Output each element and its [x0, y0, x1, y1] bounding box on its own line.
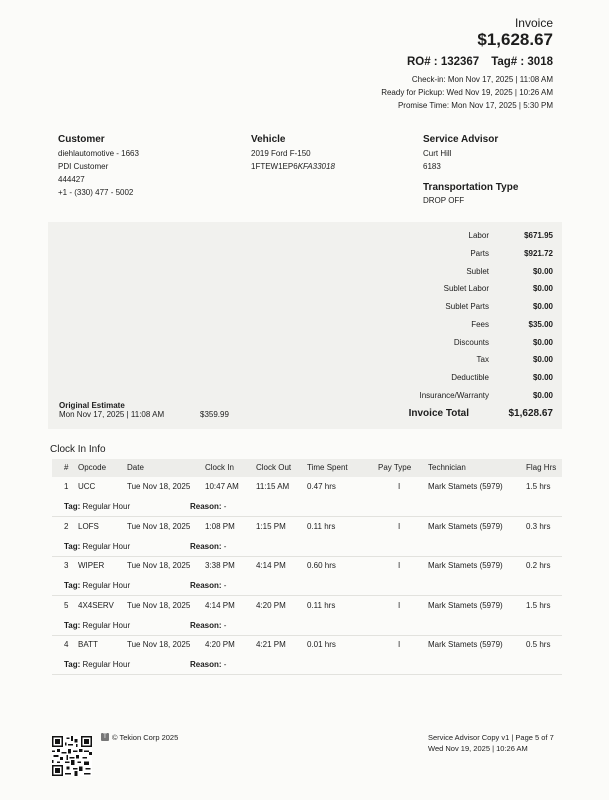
table-row	[52, 482, 562, 518]
row-clock-out: 4:14 PM	[256, 561, 286, 570]
row-tag-label: Tag:	[64, 620, 81, 630]
row-opcode: UCC	[78, 482, 96, 491]
transport-value: DROP OFF	[423, 196, 465, 205]
tag-number: Tag# : 3018	[491, 56, 553, 68]
row-date: Tue Nov 18, 2025	[127, 561, 191, 570]
totals-value: $0.00	[532, 284, 553, 294]
table-row	[52, 640, 562, 676]
row-tag-label: Tag:	[64, 541, 81, 551]
row-time-spent: 0.60 hrs	[307, 561, 336, 570]
totals-value: $0.00	[532, 302, 553, 312]
row-tag-value: Regular Hour	[82, 620, 131, 630]
row-date: Tue Nov 18, 2025	[127, 600, 191, 610]
row-tag-value: Regular Hour	[82, 541, 131, 551]
row-reason	[190, 502, 226, 511]
row-tag	[64, 542, 130, 551]
advisor-name: Curt Hill	[423, 149, 452, 158]
totals-value: $0.00	[532, 372, 553, 382]
row-num: 1	[64, 482, 69, 491]
row-date: Tue Nov 18, 2025	[127, 640, 191, 649]
customer-type: PDI Customer	[58, 162, 109, 171]
row-num: 5	[64, 600, 69, 610]
totals-label: Sublet	[466, 266, 489, 276]
row-tag	[64, 581, 130, 590]
promise-time: Promise Time: Mon Nov 17, 2025 | 5:30 PM	[397, 101, 553, 110]
row-num: 2	[64, 521, 69, 531]
col-opcode: Opcode	[78, 463, 107, 472]
row-tag	[64, 660, 130, 669]
clock-table-header	[52, 459, 562, 477]
row-num: 3	[64, 561, 69, 570]
vehicle-info	[251, 147, 335, 173]
row-divider	[52, 556, 562, 557]
row-clock-in: 10:47 AM	[205, 482, 239, 491]
row-pay-type: I	[398, 521, 401, 531]
row-clock-out: 11:15 AM	[256, 482, 290, 491]
row-reason	[190, 660, 226, 669]
row-reason-value: -	[223, 541, 227, 551]
totals-value: $0.00	[532, 355, 553, 365]
invoice-total-row	[353, 408, 553, 419]
table-row	[52, 561, 562, 597]
row-divider	[52, 595, 562, 596]
row-reason-label: Reason:	[190, 660, 222, 669]
qr-code	[52, 736, 92, 776]
totals-label: Deductible	[451, 372, 489, 382]
row-flag-hrs: 1.5 hrs	[526, 600, 551, 610]
totals-label: Discounts	[453, 337, 489, 347]
totals-value: $35.00	[528, 319, 553, 329]
row-tag-value: Regular Hour	[82, 660, 131, 669]
totals-label: Tax	[476, 355, 489, 365]
totals-row	[353, 316, 553, 334]
row-divider	[52, 674, 562, 675]
col-date: Date	[127, 463, 144, 472]
row-date: Tue Nov 18, 2025	[127, 482, 191, 491]
row-clock-in: 4:20 PM	[205, 640, 235, 649]
col-num: #	[64, 463, 69, 472]
advisor-title: Service Advisor	[423, 134, 499, 145]
row-flag-hrs: 1.5 hrs	[526, 482, 551, 491]
totals-row	[353, 280, 553, 298]
row-num: 4	[64, 640, 69, 649]
row-reason-value: -	[223, 581, 227, 590]
row-reason	[190, 542, 226, 551]
row-clock-in: 4:14 PM	[205, 600, 235, 610]
customer-info	[58, 147, 139, 199]
totals-row	[353, 386, 553, 404]
row-date: Tue Nov 18, 2025	[127, 521, 191, 531]
row-opcode: WIPER	[78, 561, 105, 570]
row-technician: Mark Stamets (5979)	[428, 521, 503, 531]
customer-name: diehlautomotive - 1663	[58, 149, 139, 158]
totals-value: $671.95	[524, 231, 553, 241]
totals-label: Sublet Parts	[445, 302, 489, 312]
row-clock-in: 1:08 PM	[205, 521, 235, 531]
totals-value: $0.00	[532, 337, 553, 347]
row-flag-hrs: 0.2 hrs	[526, 561, 551, 570]
row-tag-label: Tag:	[64, 581, 81, 590]
invoice-total-value: $1,628.67	[508, 408, 553, 419]
row-opcode: BATT	[78, 640, 98, 649]
row-tag	[64, 621, 130, 630]
row-clock-out: 1:15 PM	[256, 521, 286, 531]
totals-row	[353, 227, 553, 245]
row-reason-label: Reason:	[190, 502, 222, 511]
row-pay-type: I	[398, 600, 401, 610]
original-estimate-date: Mon Nov 17, 2025 | 11:08 AM	[59, 410, 165, 419]
col-pay-type: Pay Type	[378, 463, 412, 472]
row-clock-out: 4:20 PM	[256, 600, 286, 610]
row-reason-value: -	[223, 660, 227, 669]
col-clock-in: Clock In	[205, 463, 234, 472]
row-technician: Mark Stamets (5979)	[428, 600, 503, 610]
invoice-heading: Invoice	[514, 16, 553, 30]
checkin-time: Check-in: Mon Nov 17, 2025 | 11:08 AM	[411, 75, 553, 84]
row-flag-hrs: 0.3 hrs	[526, 521, 551, 531]
row-opcode: LOFS	[78, 521, 99, 531]
vin-suffix: KFA33018	[297, 162, 335, 171]
row-opcode: 4X4SERV	[78, 600, 114, 610]
vehicle-model: 2019 Ford F-150	[251, 149, 311, 158]
col-clock-out: Clock Out	[256, 463, 292, 472]
customer-phone: +1 - (330) 477 - 5002	[58, 188, 134, 197]
row-technician: Mark Stamets (5979)	[428, 561, 503, 570]
row-pay-type: I	[398, 482, 401, 491]
original-estimate-title: Original Estimate	[59, 401, 125, 410]
row-reason	[190, 621, 226, 630]
invoice-total-label: Invoice Total	[408, 408, 469, 419]
totals-label: Fees	[471, 319, 489, 329]
col-technician: Technician	[428, 463, 466, 472]
totals-row	[353, 369, 553, 387]
row-time-spent: 0.11 hrs	[307, 600, 336, 610]
row-tag-value: Regular Hour	[82, 502, 131, 511]
copyright-text: © Tekion Corp 2025	[112, 733, 179, 742]
row-tag-label: Tag:	[64, 660, 81, 669]
row-time-spent: 0.11 hrs	[307, 521, 336, 531]
row-reason-value: -	[223, 502, 227, 511]
row-reason-value: -	[223, 620, 227, 630]
copy-page-info: Service Advisor Copy v1 | Page 5 of 7	[428, 733, 554, 742]
row-reason-label: Reason:	[190, 620, 222, 630]
col-flag-hrs: Flag Hrs	[526, 463, 557, 472]
ro-number: RO# : 132367	[406, 56, 480, 68]
row-clock-out: 4:21 PM	[256, 640, 286, 649]
row-tag	[64, 502, 130, 511]
row-time-spent: 0.47 hrs	[307, 482, 336, 491]
row-tag-label: Tag:	[64, 502, 81, 511]
row-reason	[190, 581, 226, 590]
advisor-id: 6183	[423, 162, 441, 171]
totals-value: $921.72	[524, 249, 553, 259]
row-pay-type: I	[398, 561, 401, 570]
ro-tag-line	[407, 56, 553, 68]
footer-date: Wed Nov 19, 2025 | 10:26 AM	[428, 744, 528, 753]
col-time-spent: Time Spent	[307, 463, 348, 472]
totals-label: Insurance/Warranty	[419, 390, 489, 400]
row-technician: Mark Stamets (5979)	[428, 640, 503, 649]
totals-value: $0.00	[532, 266, 553, 276]
advisor-info	[423, 147, 451, 173]
row-reason-label: Reason:	[190, 581, 222, 590]
customer-id: 444427	[58, 175, 85, 184]
table-row	[52, 601, 562, 637]
row-pay-type: I	[398, 640, 401, 649]
row-divider	[52, 516, 562, 517]
row-tag-value: Regular Hour	[82, 581, 131, 590]
totals-label: Labor	[468, 231, 489, 241]
totals-label: Sublet Labor	[443, 284, 489, 294]
vin-prefix: 1FTEW1EP6	[251, 162, 298, 171]
ready-time: Ready for Pickup: Wed Nov 19, 2025 | 10:26 AM	[381, 88, 553, 97]
row-flag-hrs: 0.5 hrs	[526, 640, 551, 649]
tekion-logo-icon: T	[101, 733, 109, 741]
totals-row	[353, 245, 553, 263]
row-reason-label: Reason:	[190, 541, 222, 551]
table-row	[52, 522, 562, 558]
totals-value: $0.00	[532, 390, 553, 400]
vehicle-title: Vehicle	[251, 134, 286, 145]
transport-title: Transportation Type	[423, 182, 519, 193]
row-divider	[52, 635, 562, 636]
row-time-spent: 0.01 hrs	[307, 640, 336, 649]
totals-row	[353, 298, 553, 316]
totals-row	[353, 351, 553, 369]
row-clock-in: 3:38 PM	[205, 561, 235, 570]
totals-row	[353, 262, 553, 280]
totals-row	[353, 333, 553, 351]
clock-in-title: Clock In Info	[50, 444, 106, 455]
customer-title: Customer	[58, 134, 105, 145]
invoice-total-amount: $1,628.67	[477, 30, 553, 49]
original-estimate-amount: $359.99	[200, 410, 229, 419]
row-technician: Mark Stamets (5979)	[428, 482, 503, 491]
totals-label: Parts	[470, 249, 489, 259]
vehicle-vin	[251, 160, 335, 173]
